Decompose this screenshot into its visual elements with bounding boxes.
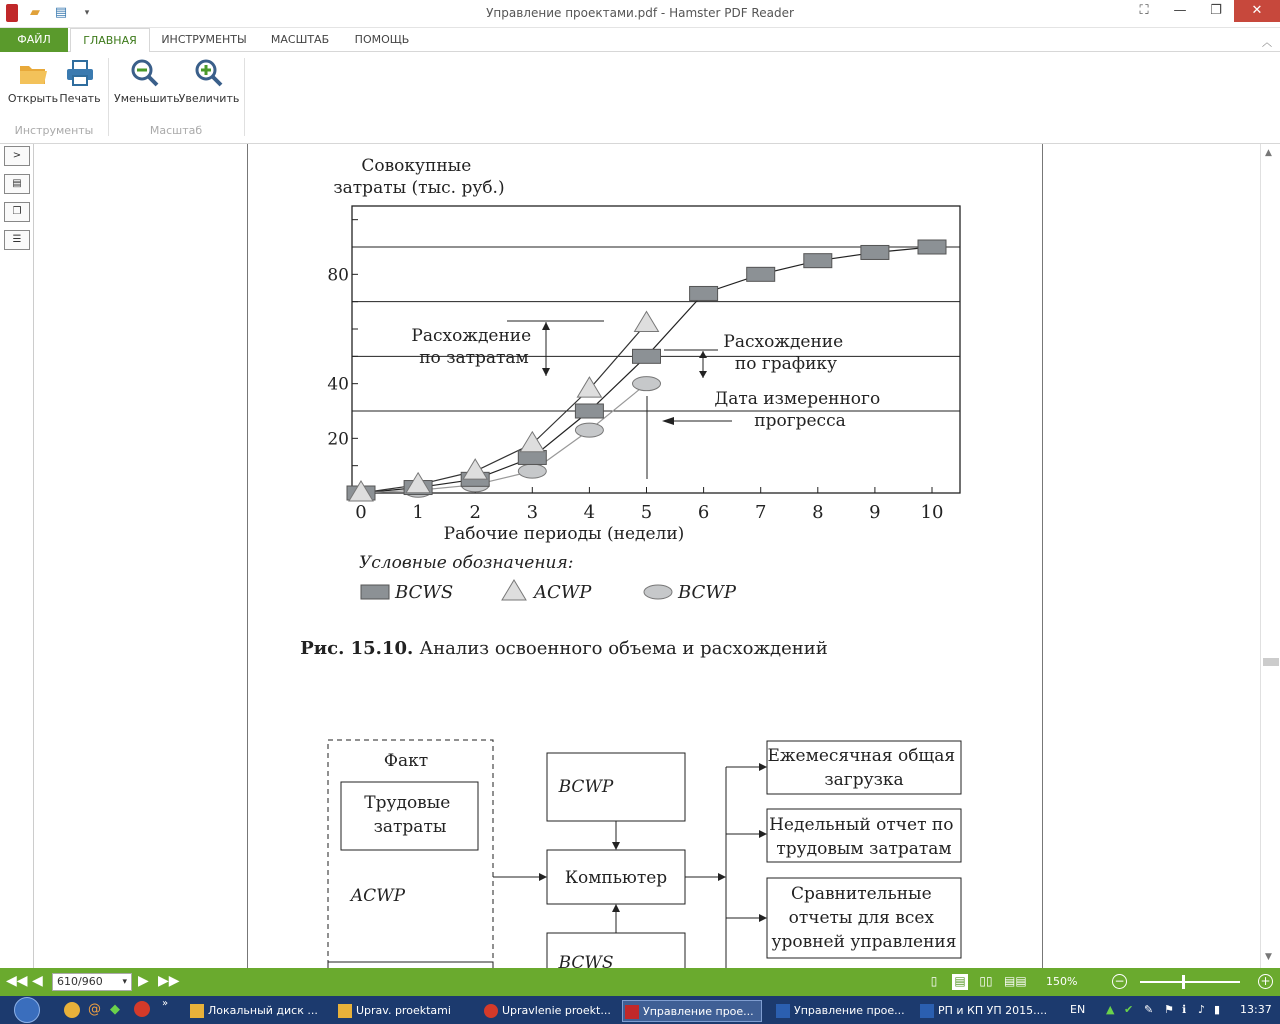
network-icon[interactable]: ▮ [1214,1003,1221,1016]
print-label: Печать [59,92,101,105]
data-point-bcws [690,286,718,300]
y-tick-label: 80 [327,265,349,286]
language-indicator[interactable]: EN [1070,1003,1086,1016]
zoom-in-button[interactable] [178,58,240,105]
folder-icon [190,1004,204,1018]
legend-marker-bcwp [644,585,672,599]
fact-box [328,740,493,968]
print-icon[interactable]: ▤ [54,5,68,20]
close-button[interactable]: ✕ [1234,0,1280,22]
continuous-view-icon[interactable]: ▤ [952,974,968,990]
folder-icon [17,58,49,88]
output-1-line1: Ежемесячная общая [767,746,956,766]
taskbar-item-label: Upravlenie proekt... [502,1004,611,1017]
tray-tool-icon[interactable]: ✎ [1144,1003,1154,1016]
status-date-line1: Дата измеренного [714,389,881,409]
download-icon[interactable]: ◆ [110,1002,120,1017]
output-1-label [767,746,960,790]
fact-label: Факт [383,751,429,771]
data-point-bcwp [633,377,661,391]
check-icon[interactable]: ✔ [1124,1003,1134,1016]
taskbar-item-label: Локальный диск ... [208,1004,318,1017]
taskbar-item-explorer[interactable] [188,1000,326,1022]
first-page-icon[interactable]: ◀◀ [6,973,28,989]
chart-xlabel: Рабочие периоды (недели) [443,524,685,544]
zoom-out-button[interactable] [114,58,180,105]
page-number-input[interactable] [52,973,132,991]
output-2-label [769,815,959,859]
data-point-bcws [633,349,661,363]
side-panel [0,144,34,968]
taskbar-item-folder[interactable] [336,1000,474,1022]
zoom-out-small-icon[interactable]: − [1112,974,1127,989]
title-bar [0,0,1280,28]
x-tick-label: 7 [754,502,767,523]
zoom-in-small-icon[interactable]: + [1258,974,1273,989]
status-bar [0,968,1280,996]
output-3-line3: уровней управления [771,932,957,952]
data-point-bcws [861,245,889,259]
taskbar-item-label: Управление прое... [643,1005,754,1018]
next-page-icon[interactable]: ▶ [138,973,149,989]
y-tick-label: 20 [327,429,349,450]
two-page-continuous-icon[interactable]: ▤▤ [1004,974,1027,988]
scrollbar-thumb[interactable] [1263,658,1279,666]
cost-variance-line1: Расхождение [411,326,532,346]
zoom-slider-knob[interactable] [1182,975,1185,989]
zoom-level: 150% [1046,975,1078,988]
print-button[interactable] [52,58,108,105]
schedule-variance-line2: по графику [734,354,838,374]
chart-ylabel [333,156,504,198]
restore-button[interactable]: ❐ [1210,3,1222,18]
word-icon [920,1004,934,1018]
zoom-in-label: Увеличить [178,92,240,105]
taskbar-item-browser[interactable] [482,1000,612,1022]
labor-label [364,793,456,837]
pdf-icon [625,1005,639,1019]
tab-home[interactable]: ГЛАВНАЯ [70,28,150,53]
scroll-down-icon[interactable]: ▼ [1265,952,1272,962]
tab-zoom[interactable]: МАСШТАБ [270,33,330,46]
start-button[interactable] [14,997,40,1023]
x-tick-label: 9 [869,502,881,523]
x-tick-label: 3 [526,502,539,523]
chart-ylabel-line1: Совокупные [361,156,472,176]
output-2-line2: трудовым затратам [776,839,952,859]
word-icon [776,1004,790,1018]
volume-icon[interactable]: ♪ [1198,1003,1206,1016]
group-separator [108,58,109,136]
zoom-in-icon [193,58,225,88]
y-tick-label: 40 [327,374,349,395]
computer-label: Компьютер [564,868,668,888]
data-point-acwp [463,459,487,479]
data-point-bcws [518,450,546,464]
scroll-up-icon[interactable]: ▲ [1265,148,1272,158]
status-date-arrowhead [662,417,674,425]
chart-ylabel-line2: затраты (тыс. руб.) [333,178,505,198]
expand-panel-button[interactable]: > [4,146,30,166]
x-tick-label: 5 [640,502,653,523]
legend-label-bcwp: BCWP [678,582,736,603]
bcwp-label: BCWP [558,777,614,797]
taskbar-overflow-icon[interactable]: » [162,998,169,1009]
single-page-view-icon[interactable]: ▯ [930,974,938,988]
status-date-label [714,389,885,431]
taskbar-item-label: РП и КП УП 2015.... [938,1004,1048,1017]
legend-label-acwp: ACWP [534,582,592,603]
schedule-variance-line1: Расхождение [723,332,844,352]
series-line-bcwp [361,384,647,493]
folder-icon [338,1004,352,1018]
x-tick-label: 0 [355,502,367,523]
cost-variance-label [411,326,536,368]
info-icon[interactable]: ℹ [1182,1003,1187,1016]
x-tick-label: 8 [812,502,824,523]
cost-variance-line2: по затратам [419,348,529,368]
yandex-browser-icon[interactable] [134,1001,150,1017]
fullscreen-icon[interactable]: ⛶ [1139,3,1149,18]
legend-label-bcws: BCWS [395,582,454,603]
bookmarks-icon[interactable]: ▤ [4,174,30,194]
legend [361,580,737,603]
taskbar-item-pdf-reader[interactable] [622,1000,762,1022]
ribbon [0,52,1280,144]
group-label-tools: Инструменты [14,124,94,137]
output-3-line2: отчеты для всех [788,908,935,928]
caption-text: Анализ освоенного объема и расхождений [419,638,828,659]
open-label: Открыть [7,92,59,105]
page-number-value: 610/960 [57,975,103,988]
group-label-zoom: Масштаб [149,124,203,137]
minimize-button[interactable]: — [1173,3,1187,18]
zoom-out-label: Уменьшить [114,92,180,105]
taskbar-item-word-1[interactable] [774,1000,910,1022]
data-point-acwp [635,312,659,332]
clock[interactable]: 13:37 [1240,1003,1272,1016]
taskbar [0,996,1280,1024]
x-tick-label: 2 [469,502,481,523]
legend-marker-acwp [502,580,526,600]
taskbar-item-word-2[interactable] [918,1000,1054,1022]
data-point-acwp [520,432,544,452]
thumbnails-icon[interactable]: ❐ [4,202,30,222]
labor-line1: Трудовые [364,793,451,813]
printer-icon [64,58,96,88]
bcws-label: BCWS [558,953,614,968]
prev-page-icon[interactable]: ◀ [32,973,43,989]
x-tick-label: 10 [920,502,944,523]
flag-icon[interactable]: ⚑ [1164,1003,1174,1016]
figure-caption [300,638,828,659]
output-1-line2: загрузка [824,770,904,790]
pdf-page [34,144,1260,968]
zoom-slider[interactable] [1140,981,1240,983]
document-viewer[interactable] [34,144,1260,968]
tab-file[interactable]: ФАЙЛ [0,28,68,52]
data-point-bcws [747,267,775,281]
tab-help[interactable]: ПОМОЩЬ [354,33,410,46]
x-tick-label: 4 [583,502,596,523]
last-page-icon[interactable]: ▶▶ [158,973,180,989]
schedule-variance-label [723,332,848,374]
window-controls [1126,0,1280,22]
open-folder-icon[interactable]: ▰ [30,5,40,20]
chrome-icon[interactable] [64,1002,80,1018]
x-tick-label: 6 [697,502,710,523]
data-point-bcwp [575,423,603,437]
legend-marker-bcws [361,585,389,599]
tab-tools[interactable]: ИНСТРУМЕНТЫ [161,33,247,46]
group-separator [244,58,245,136]
caption-number: Рис. 15.10. [300,638,420,659]
vertical-scrollbar[interactable] [1260,144,1280,968]
x-tick-label: 1 [412,502,424,523]
ribbon-tabs [0,28,1280,52]
browser-icon [484,1004,498,1018]
chart [300,156,960,659]
taskbar-item-label: Управление прое... [794,1004,905,1017]
status-date-line2: прогресса [754,411,846,431]
two-page-view-icon[interactable]: ▯▯ [979,974,993,988]
customize-qat-icon[interactable]: ▾ [84,8,90,18]
y-ticks [327,220,358,466]
legend-title: Условные обозначения: [359,553,574,573]
tray-app-icon[interactable]: ▲ [1106,1003,1115,1016]
data-point-bcws [575,404,603,418]
output-2-line1: Недельный отчет по [769,815,954,835]
labor-line2: затраты [373,817,447,837]
mail-icon[interactable]: @ [88,1002,101,1017]
acwp-label: ACWP [350,886,406,906]
data-point-bcwp [518,464,546,478]
annotations-icon[interactable]: ☰ [4,230,30,250]
data-point-bcws [804,254,832,268]
page-dropdown-icon[interactable]: ▾ [122,977,127,987]
output-3-line1: Сравнительные [790,884,932,904]
zoom-out-icon [129,58,161,88]
data-point-bcws [918,240,946,254]
output-3-label [772,884,957,952]
ribbon-collapse-icon[interactable]: ︿ [1262,38,1272,49]
taskbar-item-label: Uprav. proektami [356,1004,451,1017]
window-title: Управление проектами.pdf - Hamster PDF Reader [486,6,794,20]
